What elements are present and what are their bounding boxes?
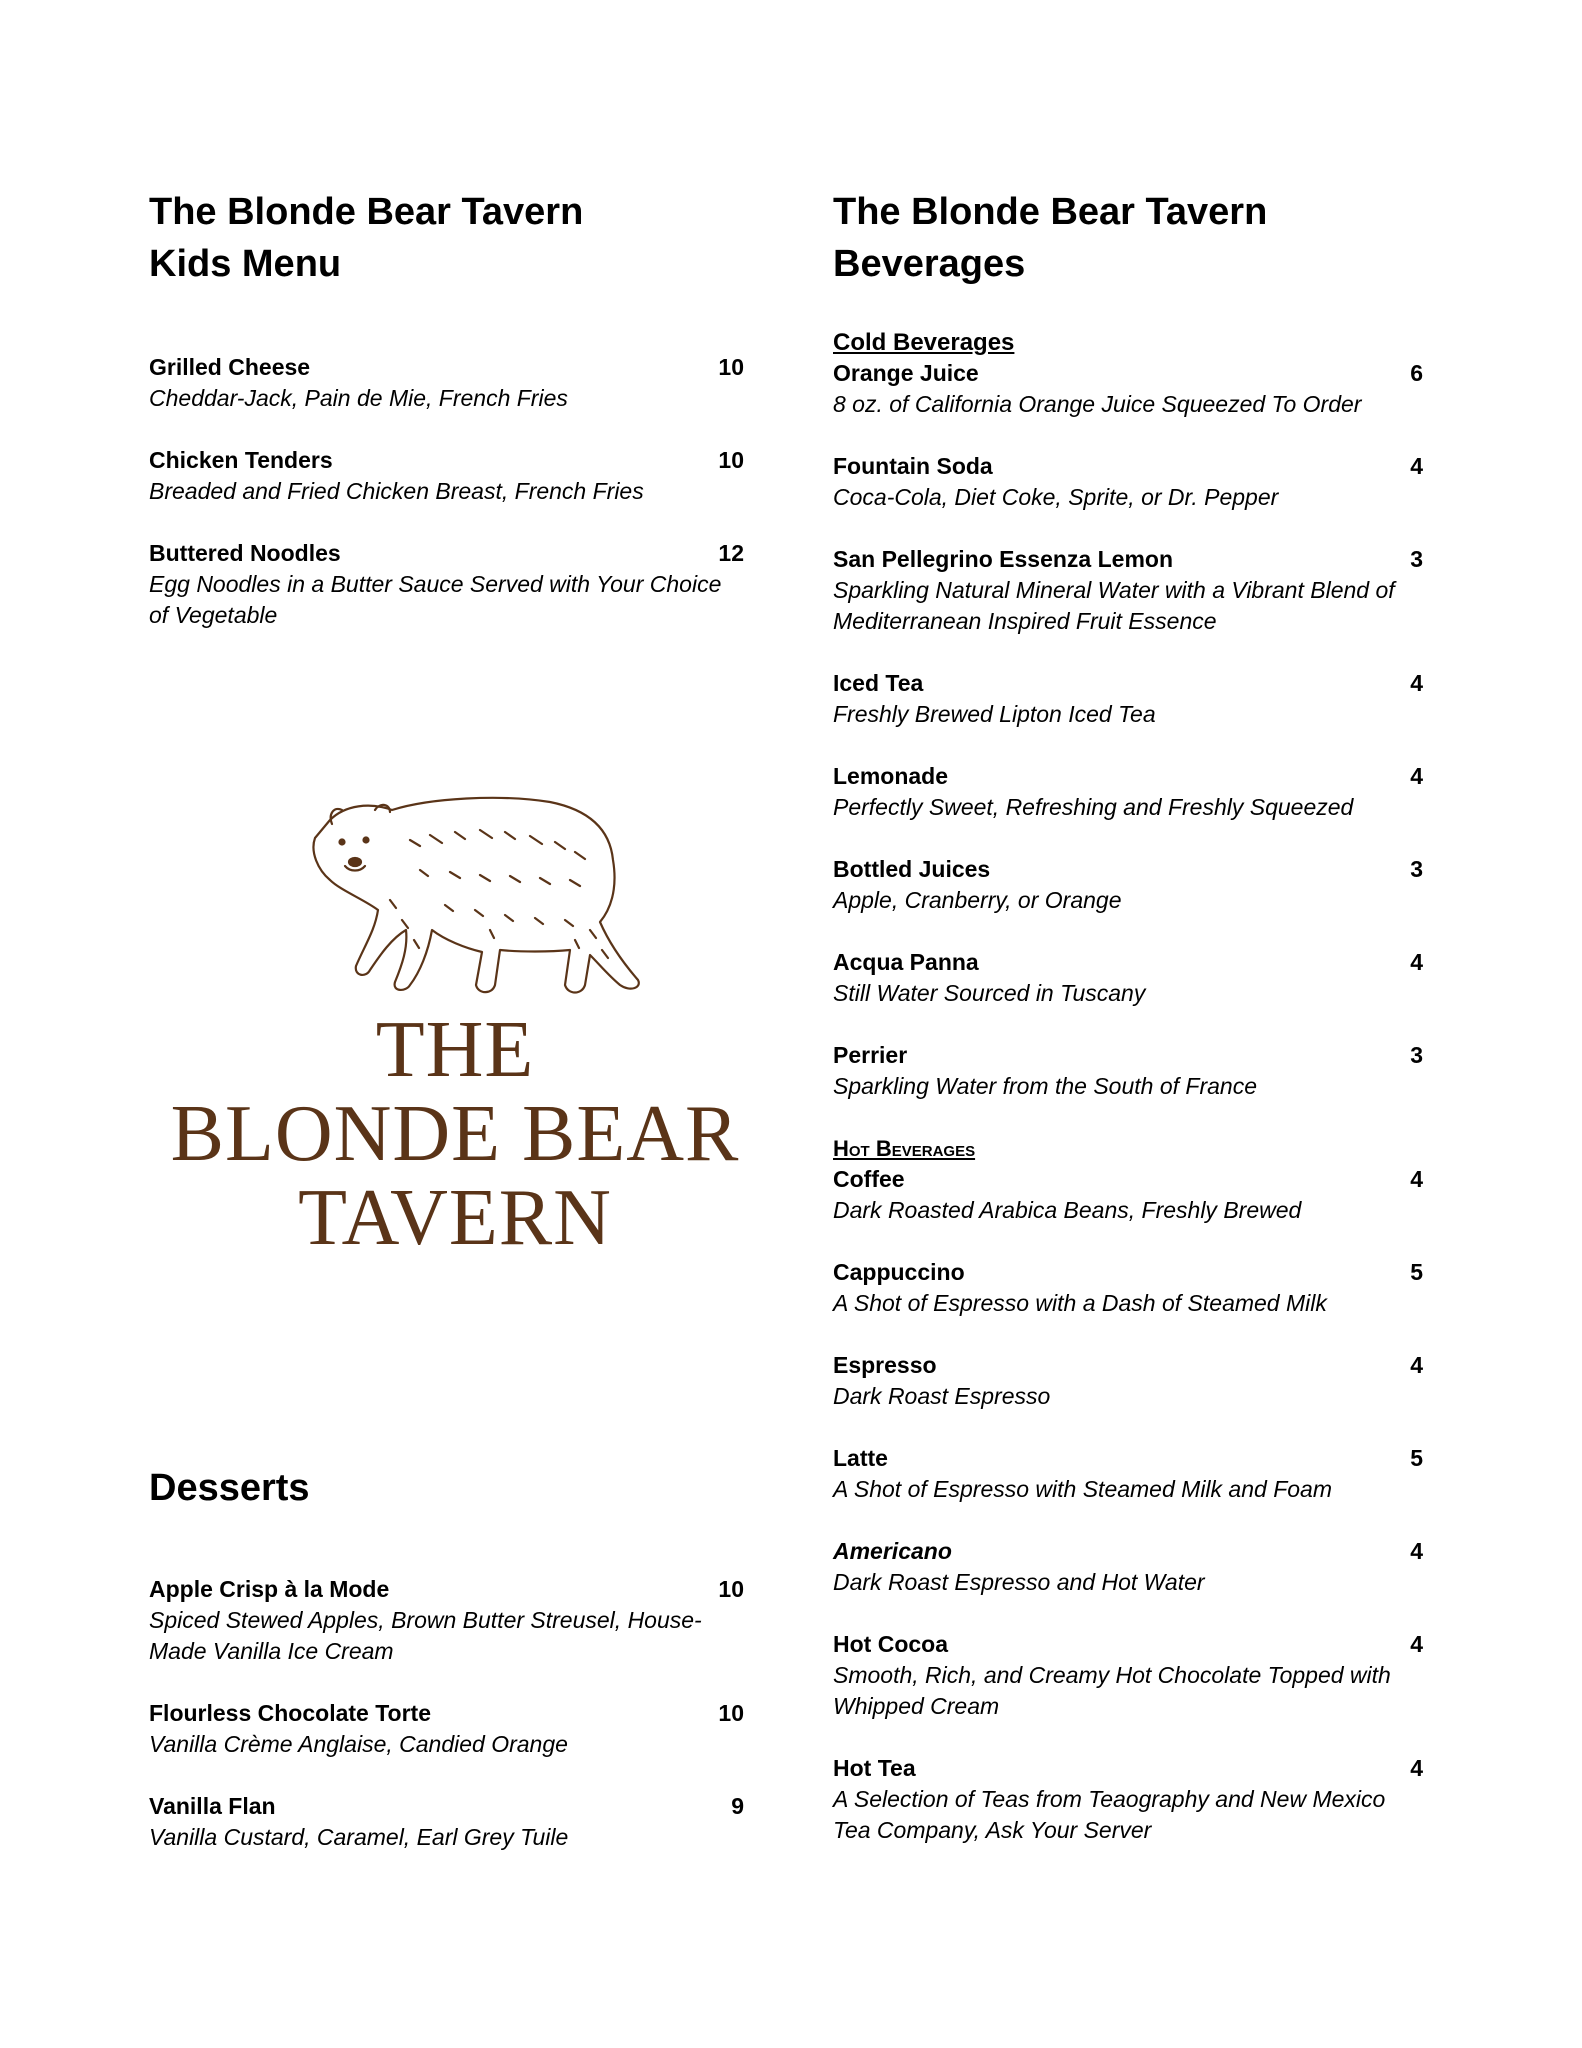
item-name: Hot Tea [833,1755,916,1781]
item-price: 4 [1410,670,1423,696]
item-name: Grilled Cheese [149,354,311,380]
beverages-section [833,186,1423,1877]
logo-text-line3: TAVERN [298,1174,612,1262]
menu-item [833,1753,1423,1846]
item-price: 4 [1410,1352,1423,1378]
item-name: Buttered Noodles [149,540,341,566]
item-price: 4 [1410,453,1423,479]
menu-item [833,947,1423,1009]
cold-beverages-heading: Cold Beverages [833,329,1015,356]
item-description: Sparkling Water from the South of France [833,1073,1257,1099]
bear-illustration-icon [170,780,740,1010]
item-price: 6 [1410,360,1423,386]
item-name: Americano [833,1538,952,1564]
beverages-title-line2: Beverages [833,243,1026,285]
item-price: 4 [1410,949,1423,975]
desserts-section [149,1462,744,1884]
item-description: Smooth, Rich, and Creamy Hot Chocolate Topped with Whipped Cream [833,1662,1391,1719]
logo-text-line1: THE [375,1006,535,1094]
item-price: 12 [718,540,744,566]
menu-item [149,1791,744,1853]
item-name: San Pellegrino Essenza Lemon [833,546,1173,572]
item-price: 4 [1410,1755,1423,1781]
logo-text-line2: BLONDE BEAR [170,1090,740,1178]
item-description: Freshly Brewed Lipton Iced Tea [833,701,1156,727]
item-price: 5 [1410,1259,1423,1285]
item-name: Coffee [833,1166,905,1192]
item-name: Lemonade [833,763,949,789]
item-description: Vanilla Crème Anglaise, Candied Orange [149,1731,568,1757]
menu-item [833,1443,1423,1505]
beverage-item-list [833,327,1423,1846]
item-description: A Shot of Espresso with Steamed Milk and Foam [833,1476,1332,1502]
item-description: Dark Roasted Arabica Beans, Freshly Brewed [833,1197,1302,1223]
item-name: Bottled Juices [833,856,991,882]
item-description: A Shot of Espresso with a Dash of Steamed Milk [833,1290,1327,1316]
item-name: Chicken Tenders [149,447,333,473]
item-name: Fountain Soda [833,453,993,479]
item-name: Apple Crisp à la Mode [149,1576,390,1602]
menu-item [149,1698,744,1760]
menu-item [149,352,744,414]
item-description: Dark Roast Espresso [833,1383,1051,1409]
beverages-title [833,186,1423,290]
menu-item [833,668,1423,730]
menu-item [833,761,1423,823]
menu-item [833,358,1423,420]
item-name: Espresso [833,1352,937,1378]
menu-item [833,1164,1423,1226]
item-name: Hot Cocoa [833,1631,948,1657]
kids-title-line1: The Blonde Bear Tavern [149,191,584,233]
kids-item-list [149,352,744,631]
menu-item [833,1629,1423,1722]
item-price: 3 [1410,546,1423,572]
item-name: Iced Tea [833,670,924,696]
item-price: 4 [1410,1166,1423,1192]
item-name: Latte [833,1445,888,1471]
item-description: Perfectly Sweet, Refreshing and Freshly Squeezed [833,794,1354,820]
item-price: 4 [1410,1631,1423,1657]
item-description: 8 oz. of California Orange Juice Squeezed To Order [833,391,1362,417]
desserts-title: Desserts [149,1467,310,1509]
item-description: Egg Noodles in a Butter Sauce Served with Your Choice of Vegetable [149,571,722,628]
item-name: Orange Juice [833,360,979,386]
menu-item [833,1536,1423,1598]
item-description: Coca-Cola, Diet Coke, Sprite, or Dr. Pepper [833,484,1279,510]
item-description: Apple, Cranberry, or Orange [833,887,1122,913]
item-price: 5 [1410,1445,1423,1471]
item-description: Cheddar-Jack, Pain de Mie, French Fries [149,385,568,411]
menu-item [833,1040,1423,1102]
menu-item [833,854,1423,916]
item-price: 10 [718,1700,744,1726]
item-price: 4 [1410,763,1423,789]
item-price: 4 [1410,1538,1423,1564]
menu-item [833,544,1423,637]
item-price: 3 [1410,1042,1423,1068]
item-description: Sparkling Natural Mineral Water with a Vibrant Blend of Mediterranean Inspired Fruit Essence [833,577,1395,634]
item-price: 10 [718,1576,744,1602]
menu-item [149,1574,744,1667]
kids-menu-title [149,186,744,290]
item-name: Cappuccino [833,1259,965,1285]
item-description: Dark Roast Espresso and Hot Water [833,1569,1205,1595]
item-description: Breaded and Fried Chicken Breast, French Fries [149,478,644,504]
item-name: Acqua Panna [833,949,979,975]
menu-item [149,538,744,631]
item-description: Still Water Sourced in Tuscany [833,980,1146,1006]
menu-item [833,1257,1423,1319]
item-price: 10 [718,354,744,380]
menu-item [833,451,1423,513]
item-price: 3 [1410,856,1423,882]
item-price: 9 [731,1793,744,1819]
menu-item [833,1350,1423,1412]
item-description: Vanilla Custard, Caramel, Earl Grey Tuile [149,1824,569,1850]
item-description: A Selection of Teas from Teaography and New Mexico Tea Company, Ask Your Server [833,1786,1386,1843]
kids-menu-section [149,186,744,662]
dessert-item-list [149,1574,744,1853]
hot-beverages-heading: Hot Beverages [833,1136,976,1161]
item-name: Flourless Chocolate Torte [149,1700,432,1726]
item-name: Vanilla Flan [149,1793,276,1819]
beverages-title-line1: The Blonde Bear Tavern [833,191,1268,233]
kids-title-line2: Kids Menu [149,243,342,285]
item-description: Spiced Stewed Apples, Brown Butter Streusel, House-Made Vanilla Ice Cream [149,1607,702,1664]
tavern-logo [170,780,740,1280]
menu-item [149,445,744,507]
item-price: 10 [718,447,744,473]
item-name: Perrier [833,1042,908,1068]
